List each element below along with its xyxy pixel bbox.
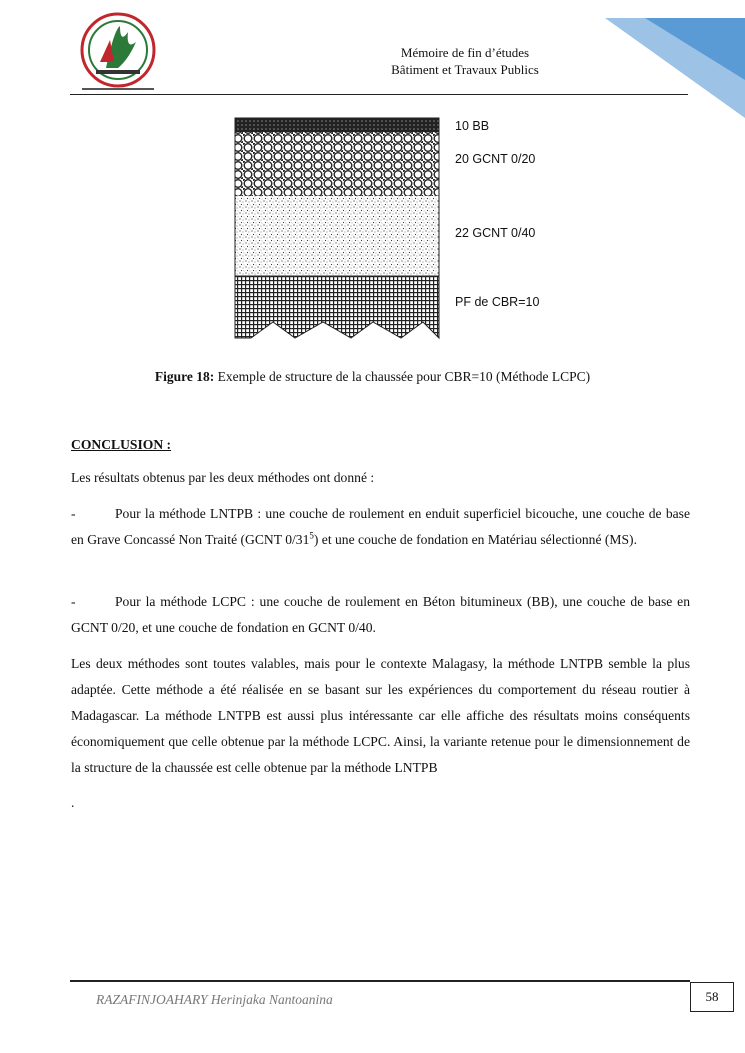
- pavement-layers-drawing: [233, 116, 443, 346]
- layer-subgrade: [235, 276, 439, 338]
- bullet-dash: -: [71, 506, 76, 521]
- layer-label-subgrade: PF de CBR=10: [455, 295, 540, 309]
- bullet-lcpc: [71, 589, 690, 641]
- figure-caption: [0, 369, 745, 385]
- trailing-dot: .: [71, 795, 75, 810]
- header-divider: [70, 94, 688, 95]
- bullet-lntpb-text-a: Pour la méthode LNTPB : une couche de roulement en enduit superficiel bicouche, une couche de base en Grave Concassé Non Traité (GCNT 0/31: [71, 506, 690, 547]
- conclusion-heading: CONCLUSION :: [71, 437, 172, 452]
- document-header: [330, 44, 600, 78]
- pavement-structure-figure: [233, 116, 573, 346]
- intro-text: [71, 465, 690, 491]
- bullet-lntpb: [71, 501, 690, 553]
- intro-paragraph: Les résultats obtenus par les deux méthodes ont donné :: [71, 470, 375, 485]
- footnote-ref: 5: [309, 530, 314, 541]
- footer-divider: [70, 980, 690, 982]
- page-number: 58: [690, 982, 734, 1012]
- layer-gcnt-0-20: [235, 132, 439, 196]
- header-line-1: Mémoire de fin d’études: [400, 45, 530, 60]
- bullet-lntpb-text-b: ) et une couche de fondation en Matériau sélectionné (MS).: [313, 532, 637, 547]
- layer-bb: [235, 118, 439, 132]
- layer-label-gcnt-0-40: 22 GCNT 0/40: [455, 226, 536, 240]
- layer-label-bb: 10 BB: [455, 119, 490, 133]
- summary-paragraph: Les deux méthodes sont toutes valables, mais pour le contexte Malagasy, la méthode LNTPB semble la plus adaptée. Cette méthode a été réalisée en se basant sur les expériences du comportement du réseau routier à Madagascar. La méthode LNTPB est aussi plus intéressante car elle affiche des résultats moins conséquents économiquement que celle obtenue par la méthode LCPC. Ainsi, la variante retenue pour le dimensionnement de la structure de la chaussée est celle obtenue par la méthode LNTPB: [71, 656, 690, 775]
- summary-block: [71, 651, 690, 781]
- layer-label-gcnt-0-20: 20 GCNT 0/20: [455, 152, 536, 166]
- bullet-dash: -: [71, 594, 76, 609]
- bullet-lcpc-text: Pour la méthode LCPC : une couche de roulement en Béton bitumineux (BB), une couche de base en GCNT 0/20, et une couche de fondation en GCNT 0/40.: [71, 594, 690, 635]
- footer-author: RAZAFINJOAHARY Herinjaka Nantoanina: [96, 992, 333, 1007]
- layer-gcnt-0-40: [235, 196, 439, 276]
- header-line-2: Bâtiment et Travaux Publics: [391, 62, 539, 77]
- figure-caption-number: Figure 18:: [154, 369, 215, 384]
- school-logo-icon: [76, 10, 160, 94]
- figure-caption-text: Exemple de structure de la chaussée pour CBR=10 (Méthode LCPC): [214, 369, 591, 384]
